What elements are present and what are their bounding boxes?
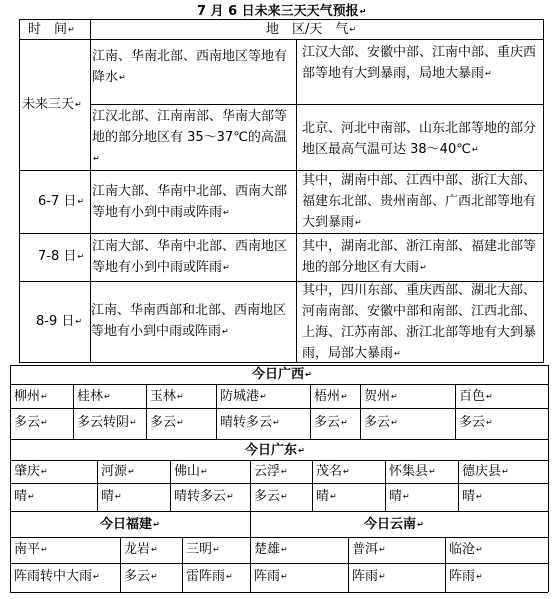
fujian-weather: 多云 ↵ — [124, 568, 158, 585]
guangxi-weather: 多云 ↵ — [459, 414, 493, 431]
guangxi-weather: 多云 ↵ — [14, 414, 48, 431]
guangdong-weather: 晴 ↵ — [14, 488, 35, 505]
yunnan-weather: 阵雨 ↵ — [352, 568, 386, 585]
date-7-8: 7-8 日 ↵ — [38, 248, 84, 265]
guangdong-weather: 晴 ↵ — [316, 488, 337, 505]
yunnan-city: 楚雄 ↵ — [254, 541, 288, 558]
guangxi-title: 今日广西 ↵ — [252, 366, 312, 383]
guangdong-city: 茂名 ↵ — [316, 463, 350, 480]
guangxi-weather: 多云转阴 ↵ — [77, 414, 137, 431]
guangdong-city: 河源 ↵ — [101, 463, 135, 480]
day-6-7-left: 江南大部、华南中北部、西南大部等地有小到中雨或阵雨 ↵ — [92, 181, 294, 223]
guangxi-city: 贺州 ↵ — [364, 388, 398, 405]
day-6-7-right: 其中，湖南中部、江西中部、浙江大部、福建东北部、贵州南部、广西北部等地有大到暴雨 ↵ — [302, 170, 540, 233]
next3-row1-right: 江汉大部、安徽中部、江南中部、重庆西部等地有大到暴雨，局地大暴雨 ↵ — [302, 42, 540, 84]
day-8-9-left: 江南、华南西部和北部、西南地区等地有小到中雨或阵雨 ↵ — [91, 300, 295, 342]
fujian-city: 三明 ↵ — [186, 541, 220, 558]
next3-row2-right: 北京、河北中南部、山东北部等地的部分地区最高气温可达 38～40℃ ↵ — [302, 118, 540, 160]
guangdong-city: 怀集县 ↵ — [389, 463, 436, 480]
next3-row1-left: 江南、华南北部、西南地区等地有降水 ↵ — [92, 46, 294, 88]
guangdong-title: 今日广东 ↵ — [245, 442, 305, 459]
guangxi-city: 柳州 ↵ — [14, 388, 48, 405]
guangdong-weather: 晴 ↵ — [101, 488, 122, 505]
yunnan-title: 今日云南 ↵ — [364, 516, 424, 533]
fujian-title: 今日福建 ↵ — [100, 516, 160, 533]
day-8-9-right: 其中，四川东部、重庆西部、湖北大部、河南南部、安徽中部和南部、江西北部、上海、江苏南部、浙江北部等地有大到暴雨，局部大暴雨 ↵ — [302, 280, 540, 364]
guangxi-weather: 多云 ↵ — [364, 414, 398, 431]
guangxi-weather: 晴转多云 ↵ — [220, 414, 280, 431]
guangxi-weather: 多云 ↵ — [314, 414, 348, 431]
guangxi-weather: 多云 ↵ — [150, 414, 184, 431]
label-next-three-days: 未来三天 ↵ — [22, 96, 82, 113]
guangdong-weather: 晴 ↵ — [462, 488, 483, 505]
yunnan-city: 临沧 ↵ — [449, 541, 483, 558]
header-area-weather: 地 区/天 气 ↵ — [266, 21, 356, 38]
day-7-8-right: 其中，湖南北部、浙江南部、福建北部等地的部分地区有大雨 ↵ — [302, 236, 540, 278]
fujian-weather: 阵雨转中大雨 ↵ — [14, 568, 100, 585]
guangdong-city: 肇庆 ↵ — [14, 463, 48, 480]
guangxi-city: 玉林 ↵ — [150, 388, 184, 405]
guangdong-weather: 晴 ↵ — [389, 488, 410, 505]
guangxi-city: 防城港 ↵ — [220, 388, 267, 405]
guangdong-weather: 晴转多云 ↵ — [174, 488, 234, 505]
guangdong-city: 云浮 ↵ — [254, 463, 288, 480]
guangxi-city: 桂林 ↵ — [77, 388, 111, 405]
guangxi-city: 梧州 ↵ — [314, 388, 348, 405]
yunnan-city: 普洱 ↵ — [352, 541, 386, 558]
fujian-city: 南平 ↵ — [14, 541, 48, 558]
date-6-7: 6-7 日 ↵ — [38, 193, 84, 210]
guangdong-city: 德庆县 ↵ — [462, 463, 509, 480]
fujian-weather: 雷阵雨 ↵ — [186, 568, 233, 585]
page-title: 7 月 6 日未来三天天气预报 ↵ — [197, 3, 366, 20]
header-time: 时 间 ↵ — [28, 21, 75, 38]
yunnan-weather: 阵雨 ↵ — [449, 568, 483, 585]
guangxi-city: 百色 ↵ — [459, 388, 493, 405]
day-7-8-left: 江南大部、华南中北部、西南地区等地有小到中雨或阵雨 ↵ — [92, 236, 294, 278]
yunnan-weather: 阵雨 ↵ — [254, 568, 288, 585]
guangdong-city: 佛山 ↵ — [174, 463, 208, 480]
next3-row2-left: 江汉北部、江南南部、华南大部等地的部分地区有 35～37℃的高温 ↵ — [92, 106, 294, 169]
fujian-city: 龙岩 ↵ — [124, 541, 158, 558]
date-8-9: 8-9 日 ↵ — [36, 313, 82, 330]
guangdong-weather: 多云 ↵ — [254, 488, 288, 505]
